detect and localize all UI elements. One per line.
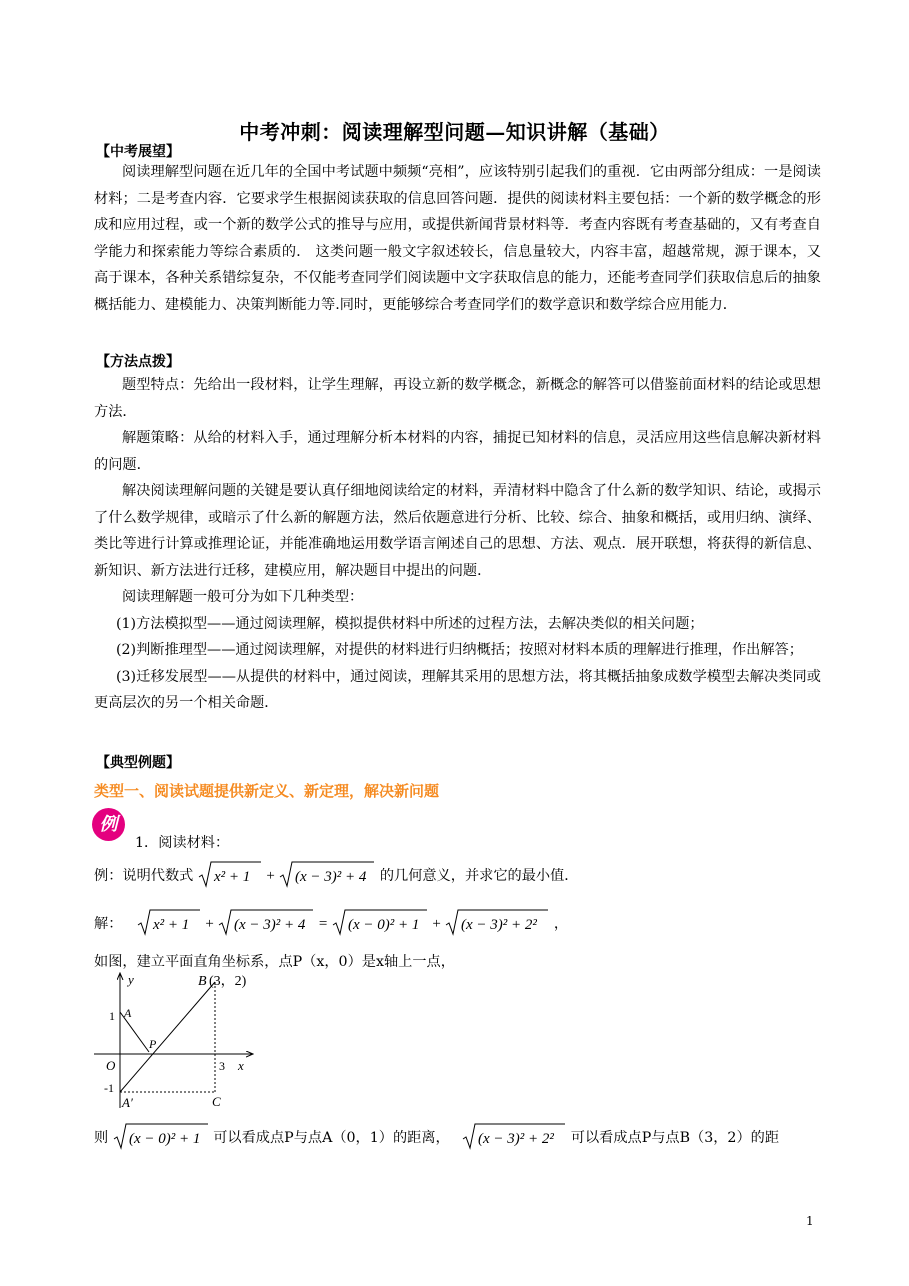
section-heading-outlook: 【中考展望】 <box>96 144 180 160</box>
radicand-3: x² + 1 <box>152 917 190 933</box>
radical-sign-icon <box>137 908 201 936</box>
point-a-prime-label: A′ <box>122 1095 133 1110</box>
radical-expression-7 <box>113 1122 209 1154</box>
method-paragraphs <box>94 372 821 717</box>
radical-sign-icon <box>332 908 428 936</box>
page-number: 1 <box>806 1214 814 1228</box>
point-p-label: P <box>149 1037 157 1051</box>
method-para-6: (2)判断推理型——通过阅读理解，对提供的材料进行归纳概括；按照对材料本质的理解进行推理，作出解答； <box>116 642 803 658</box>
line-b-suffix: ， <box>553 916 569 932</box>
radical-expression-3 <box>137 908 201 940</box>
radicand-6: (x − 3)² + 2² <box>461 917 538 933</box>
section-heading-method: 【方法点拨】 <box>96 354 180 370</box>
equals-sign: = <box>318 916 328 932</box>
outlook-text: 阅读理解型问题在近几年的全国中考试题中频频“亮相”，应该特别引起我们的重视．它由两部分组成：一是阅读材料；二是考查内容．它要求学生根据阅读获取的信息回答问题．提供的阅读材料主要包括：一个新的数学概念的形成和应用过程，或一个新的数学公式的推导与应用，或提供新闻背景材料等．考查内容既有考查基础的，又有考查自学能力和探索能力等综合素质的． 这类问题一般文字叙述较长，信息量较大，内容丰富，超越常规，源于课本，又高于课本，各种关系错综复杂，不仅能考查同学们阅读题中文字获取信息的能力，还能考查同学们获取信息后的抽象概括能力、建模能力、决策判断能力等.同时，更能够综合考查同学们的数学意识和数学综合应用能力． <box>94 164 821 313</box>
radicand-7: (x − 0)² + 1 <box>128 1131 201 1147</box>
outlook-paragraph <box>94 159 821 318</box>
question-1-label: 1．阅读材料： <box>135 835 230 851</box>
radical-expression-4 <box>218 908 314 940</box>
page-title: 中考冲刺：阅读理解型问题—知识讲解（基础） <box>239 120 670 144</box>
line-b-prefix: 解： <box>94 916 123 932</box>
plus-sign: + <box>432 916 441 932</box>
line-a-prefix: 例：说明代数式 <box>94 868 194 884</box>
radical-sign-icon <box>218 908 314 936</box>
radical-expression-5 <box>332 908 428 940</box>
tick-label-minus-1: -1 <box>104 1081 114 1095</box>
method-para-1: 题型特点：先给出一段材料，让学生理解，再设立新的数学概念，新概念的解答可以借鉴前面材料的结论或思想方法． <box>94 377 821 420</box>
line-d-middle: 可以看成点P与点A（0，1）的距离， <box>213 1130 450 1146</box>
point-a-label: A <box>124 1006 132 1020</box>
example-line-d <box>94 1122 779 1154</box>
point-b-label: B <box>198 974 207 989</box>
line-a-suffix: 的几何意义，并求它的最小值． <box>379 868 579 884</box>
method-para-4: 阅读理解题一般可分为如下几种类型： <box>122 589 364 605</box>
point-c-label: C <box>212 1094 221 1109</box>
radicand-8: (x − 3)² + 2² <box>478 1131 555 1147</box>
method-para-5: (1)方法模拟型——通过阅读理解，模拟提供材料中所述的过程方法，去解决类似的相关问题； <box>116 615 704 632</box>
radical-sign-icon <box>113 1122 209 1150</box>
radical-expression-6 <box>445 908 549 940</box>
radical-sign-icon <box>279 860 375 888</box>
example-badge-icon: 例 <box>92 808 125 841</box>
radicand-2: (x − 3)² + 4 <box>295 869 367 885</box>
point-b-coords: (3，2) <box>209 974 247 989</box>
radical-sign-icon <box>198 860 262 888</box>
radical-expression-2 <box>279 860 375 892</box>
x-axis-label: x <box>238 1058 244 1073</box>
example-line-a <box>94 860 579 892</box>
tick-label-3: 3 <box>219 1059 225 1073</box>
type-one-heading: 类型一、阅读试题提供新定义、新定理，解决新问题 <box>94 782 440 800</box>
example-line-b <box>94 908 568 940</box>
section-heading-examples: 【典型例题】 <box>96 755 180 771</box>
method-para-2: 解题策略：从给的材料入手，通过理解分析本材料的内容，捕捉已知材料的信息，灵活应用这些信息解决新材料的问题． <box>94 430 821 473</box>
radical-sign-icon <box>462 1122 566 1150</box>
coordinate-figure <box>92 968 262 1110</box>
plus-sign: + <box>266 868 275 884</box>
radical-expression-1 <box>198 860 262 892</box>
method-para-7: (3)迁移发展型——从提供的材料中，通过阅读，理解其采用的思想方法，将其概括抽象成数学模型去解决类同或更高层次的另一个相关命题． <box>94 668 821 711</box>
plus-sign: + <box>205 916 214 932</box>
line-d-prefix: 则 <box>94 1130 109 1146</box>
line-d-suffix: 可以看成点P与点B（3，2）的距 <box>570 1130 780 1146</box>
segment-a2b <box>120 982 215 1092</box>
radical-expression-8 <box>462 1122 566 1154</box>
radical-sign-icon <box>445 908 549 936</box>
method-para-3: 解决阅读理解问题的关键是要认真仔细地阅读给定的材料，弄清材料中隐含了什么新的数学知识、结论，或揭示了什么数学规律，或暗示了什么新的解题方法，然后依题意进行分析、比较、综合、抽象和概括，或用归纳、演绎、类比等进行计算或推理论证，并能准确地运用数学语言阐述自己的思想、方法、观点．展开联想，将获得的新信息、新知识、新方法进行迁移，建模应用，解决题目中提出的问题． <box>94 483 821 579</box>
tick-label-1: 1 <box>109 1009 115 1023</box>
radicand-5: (x − 0)² + 1 <box>347 917 420 933</box>
radicand-4: (x − 3)² + 4 <box>234 917 306 933</box>
y-axis-label: y <box>128 972 134 987</box>
example-line-c: 如图，建立平面直角坐标系，点P（x，0）是x轴上一点， <box>94 954 455 970</box>
origin-label: O <box>106 1058 116 1073</box>
radicand-1: x² + 1 <box>213 869 251 885</box>
